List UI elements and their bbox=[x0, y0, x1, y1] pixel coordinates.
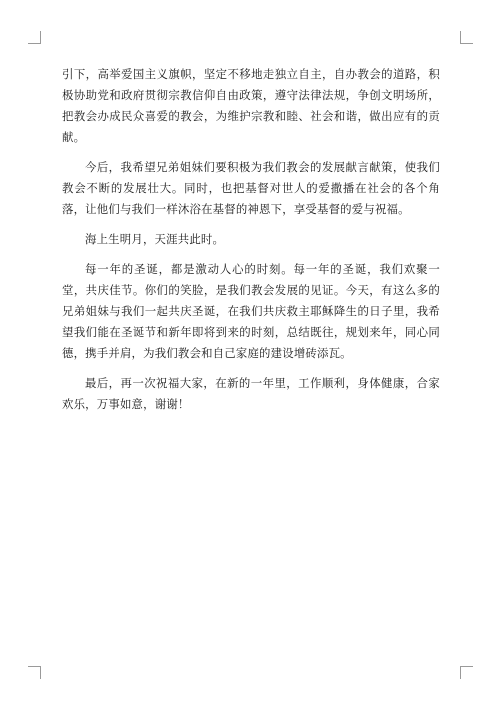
paragraph-4: 每一年的圣诞，都是激动人心的时刻。每一年的圣诞，我们欢聚一堂，共庆佳节。你们的笑脸，是我们教会发展的见证。今天，有这么多的兄弟姐妹与我们一起共庆圣诞，在我们共庆救主耶稣降生的日子里，我希望我们能在圣诞节和新年即将到来的时刻，总结既往，规划来年，同心同德，携手并肩，为我们教会和自己家庭的建设增砖添瓦。 bbox=[62, 262, 440, 360]
crop-mark-bottom-left bbox=[28, 666, 41, 679]
crop-mark-top-left bbox=[28, 31, 41, 44]
crop-mark-top-right bbox=[460, 31, 473, 44]
document-body bbox=[62, 64, 440, 424]
paragraph-1: 引下，高举爱国主义旗帜，坚定不移地走独立自主，自办教会的道路，积极协助党和政府贯彻宗教信仰自由政策，遵守法律法规，争创文明场所，把教会办成民众喜爱的教会，为维护宗教和睦、社会和谐，做出应有的贡献。 bbox=[62, 67, 440, 144]
paragraph-2: 今后，我希望兄弟姐妹们要积极为我们教会的发展献言献策，使我们教会不断的发展壮大。同时，也把基督对世人的爱撒播在社会的各个角落，让他们与我们一样沐浴在基督的神恩下，享受基督的爱与祝福。 bbox=[62, 160, 440, 216]
crop-mark-bottom-right bbox=[460, 666, 473, 679]
paragraph-3: 海上生明月，天涯共此时。 bbox=[85, 232, 225, 246]
paragraph-5: 最后，再一次祝福大家，在新的一年里，工作顺利，身体健康，合家欢乐，万事如意，谢谢！ bbox=[62, 376, 440, 411]
